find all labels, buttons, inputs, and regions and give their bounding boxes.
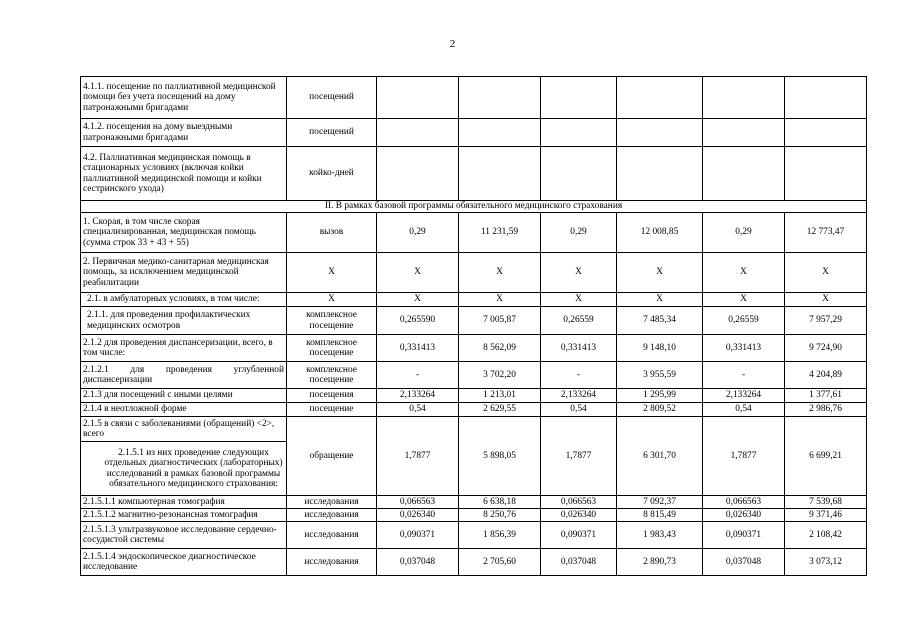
cell-value: 0,026340 <box>703 509 785 522</box>
cell-value: 0,037048 <box>377 549 459 576</box>
cell-value <box>541 77 617 119</box>
cell-value: Х <box>377 293 459 307</box>
cell-value <box>377 147 459 201</box>
cell-value: 7 539,68 <box>785 496 867 509</box>
cell-value <box>703 147 785 201</box>
cell-value: 0,331413 <box>377 335 459 362</box>
cell-value: Х <box>541 253 617 293</box>
cell-value: Х <box>785 293 867 307</box>
table-row <box>81 549 867 576</box>
cell-value: - <box>377 362 459 389</box>
table-row <box>81 522 867 549</box>
cell-value <box>377 119 459 147</box>
cell-value: 7 485,34 <box>617 307 703 335</box>
cell-value: 0,037048 <box>703 549 785 576</box>
table-row <box>81 496 867 509</box>
row-unit: посещений <box>287 119 377 147</box>
cell-value: Х <box>703 293 785 307</box>
cell-value: Х <box>459 253 541 293</box>
cell-value: 0,54 <box>703 403 785 417</box>
cell-value: 0,54 <box>541 403 617 417</box>
cell-value <box>541 119 617 147</box>
row-name: 2.1.2 для проведения диспансеризации, всего, в том числе: <box>81 335 287 362</box>
row-name: 2.1.1. для проведения профилактических медицинских осмотров <box>81 307 287 335</box>
cell-value <box>785 119 867 147</box>
cell-value: 2 809,52 <box>617 403 703 417</box>
cell-value: 0,265590 <box>377 307 459 335</box>
cell-value: 9 724,90 <box>785 335 867 362</box>
row-name: 2.1.5 в связи с заболеваниями (обращений) <2>, всего <box>81 417 287 442</box>
cell-value: 2,133264 <box>541 389 617 403</box>
row-name: 4.1.1. посещение по паллиативной медицинской помощи без учета посещений на дому патронажными бригадами <box>81 77 287 119</box>
row-name: 2.1.5.1.4 эндоскопическое диагностическое исследование <box>81 549 287 576</box>
cell-value <box>703 119 785 147</box>
cell-value: 0,090371 <box>541 522 617 549</box>
program-table <box>80 76 867 576</box>
table-row <box>81 417 867 442</box>
cell-value <box>459 147 541 201</box>
cell-value <box>377 77 459 119</box>
cell-value: Х <box>617 293 703 307</box>
cell-value: 0,331413 <box>541 335 617 362</box>
row-name: 2.1.5.1.2 магнитно-резонансная томография <box>81 509 287 522</box>
cell-value: 0,026340 <box>377 509 459 522</box>
cell-value: 1,7877 <box>703 417 785 496</box>
cell-value: Х <box>377 253 459 293</box>
row-unit: комплексное посещение <box>287 307 377 335</box>
row-name: 2.1.5.1 из них проведение следующих отдельных диагностических (лабораторных) исследований в рамках базовой программы обязательного медицинского страхования: <box>81 442 287 496</box>
row-name: 2.1. в амбулаторных условиях, в том числе: <box>81 293 287 307</box>
cell-value: 8 250,76 <box>459 509 541 522</box>
cell-value <box>785 77 867 119</box>
cell-value: 2 986,76 <box>785 403 867 417</box>
cell-value: 1,7877 <box>377 417 459 496</box>
row-unit: комплексное посещение <box>287 335 377 362</box>
row-name: 1. Скорая, в том числе скорая специализированная, медицинская помощь (сумма строк 33 + 43 + 55) <box>81 213 287 253</box>
table-row <box>81 362 867 389</box>
section-title: II. В рамках базовой программы обязательного медицинского страхования <box>81 201 867 213</box>
cell-value: Х <box>541 293 617 307</box>
cell-value: 11 231,59 <box>459 213 541 253</box>
cell-value: 0,026340 <box>541 509 617 522</box>
table-row <box>81 403 867 417</box>
row-unit: комплексное посещение <box>287 362 377 389</box>
table-row <box>81 77 867 119</box>
row-unit: исследования <box>287 522 377 549</box>
cell-value: 0,54 <box>377 403 459 417</box>
table-row <box>81 293 867 307</box>
cell-value: Х <box>459 293 541 307</box>
cell-value: 6 301,70 <box>617 417 703 496</box>
cell-value: 12 773,47 <box>785 213 867 253</box>
cell-value: 6 699,21 <box>785 417 867 496</box>
cell-value: 9 371,46 <box>785 509 867 522</box>
cell-value: 0,090371 <box>377 522 459 549</box>
cell-value <box>459 119 541 147</box>
cell-value: Х <box>785 253 867 293</box>
cell-value: - <box>541 362 617 389</box>
cell-value: 1 377,61 <box>785 389 867 403</box>
row-name: 4.1.2. посещения на дому выездными патронажными бригадами <box>81 119 287 147</box>
cell-value: 2,133264 <box>377 389 459 403</box>
cell-value: 8 562,09 <box>459 335 541 362</box>
cell-value <box>617 77 703 119</box>
table-row <box>81 509 867 522</box>
cell-value: 6 638,18 <box>459 496 541 509</box>
cell-value: 3 073,12 <box>785 549 867 576</box>
cell-value: 3 955,59 <box>617 362 703 389</box>
row-name: 2.1.4 в неотложной форме <box>81 403 287 417</box>
row-unit: исследования <box>287 549 377 576</box>
row-unit: посещений <box>287 77 377 119</box>
cell-value: 7 957,29 <box>785 307 867 335</box>
cell-value: 0,26559 <box>541 307 617 335</box>
table-row <box>81 253 867 293</box>
cell-value: 0,066563 <box>703 496 785 509</box>
row-unit: Х <box>287 253 377 293</box>
row-name: 2.1.3 для посещений с иными целями <box>81 389 287 403</box>
row-name: 2.1.5.1.1 компьютерная томография <box>81 496 287 509</box>
cell-value: Х <box>617 253 703 293</box>
cell-value: 3 702,20 <box>459 362 541 389</box>
cell-value: 7 092,37 <box>617 496 703 509</box>
row-name: 2. Первичная медико-санитарная медицинская помощь, за исключением медицинской реабилитации <box>81 253 287 293</box>
row-unit: койко-дней <box>287 147 377 201</box>
table-row <box>81 335 867 362</box>
cell-value: 1,7877 <box>541 417 617 496</box>
cell-value: 0,066563 <box>377 496 459 509</box>
row-unit: исследования <box>287 509 377 522</box>
cell-value: 1 856,39 <box>459 522 541 549</box>
page-number: 2 <box>449 38 456 50</box>
cell-value: 0,090371 <box>703 522 785 549</box>
row-unit: вызов <box>287 213 377 253</box>
table-row <box>81 389 867 403</box>
section-header-row <box>81 201 867 213</box>
cell-value: 2,133264 <box>703 389 785 403</box>
table-row <box>81 119 867 147</box>
cell-value: 0,066563 <box>541 496 617 509</box>
row-name: 2.1.2.1 для проведения углубленной диспансеризации <box>81 362 287 389</box>
cell-value: 0,29 <box>541 213 617 253</box>
cell-value: 8 815,49 <box>617 509 703 522</box>
row-unit: посещения <box>287 389 377 403</box>
cell-value: Х <box>703 253 785 293</box>
cell-value: 0,331413 <box>703 335 785 362</box>
cell-value: 1 983,43 <box>617 522 703 549</box>
cell-value: 2 108,42 <box>785 522 867 549</box>
row-name: 4.2. Паллиативная медицинская помощь в стационарных условиях (включая койки паллиативной медицинской помощи и койки сестринского ухода) <box>81 147 287 201</box>
row-unit: посещение <box>287 403 377 417</box>
cell-value <box>617 119 703 147</box>
cell-value <box>785 147 867 201</box>
row-unit: обращение <box>287 417 377 496</box>
row-unit: исследования <box>287 496 377 509</box>
cell-value: 2 705,60 <box>459 549 541 576</box>
cell-value <box>617 147 703 201</box>
cell-value: 7 005,87 <box>459 307 541 335</box>
table-row <box>81 307 867 335</box>
cell-value: 0,29 <box>703 213 785 253</box>
cell-value <box>459 77 541 119</box>
cell-value: 5 898,05 <box>459 417 541 496</box>
cell-value <box>703 77 785 119</box>
cell-value: 4 204,89 <box>785 362 867 389</box>
table-row <box>81 147 867 201</box>
table-row <box>81 213 867 253</box>
cell-value: 0,29 <box>377 213 459 253</box>
cell-value: 0,037048 <box>541 549 617 576</box>
row-name: 2.1.5.1.3 ультразвуковое исследование сердечно-сосудистой системы <box>81 522 287 549</box>
cell-value <box>541 147 617 201</box>
cell-value: - <box>703 362 785 389</box>
cell-value: 2 890,73 <box>617 549 703 576</box>
cell-value: 0,26559 <box>703 307 785 335</box>
cell-value: 9 148,10 <box>617 335 703 362</box>
cell-value: 2 629,55 <box>459 403 541 417</box>
cell-value: 1 213,01 <box>459 389 541 403</box>
cell-value: 12 008,85 <box>617 213 703 253</box>
cell-value: 1 295,99 <box>617 389 703 403</box>
row-unit: Х <box>287 293 377 307</box>
